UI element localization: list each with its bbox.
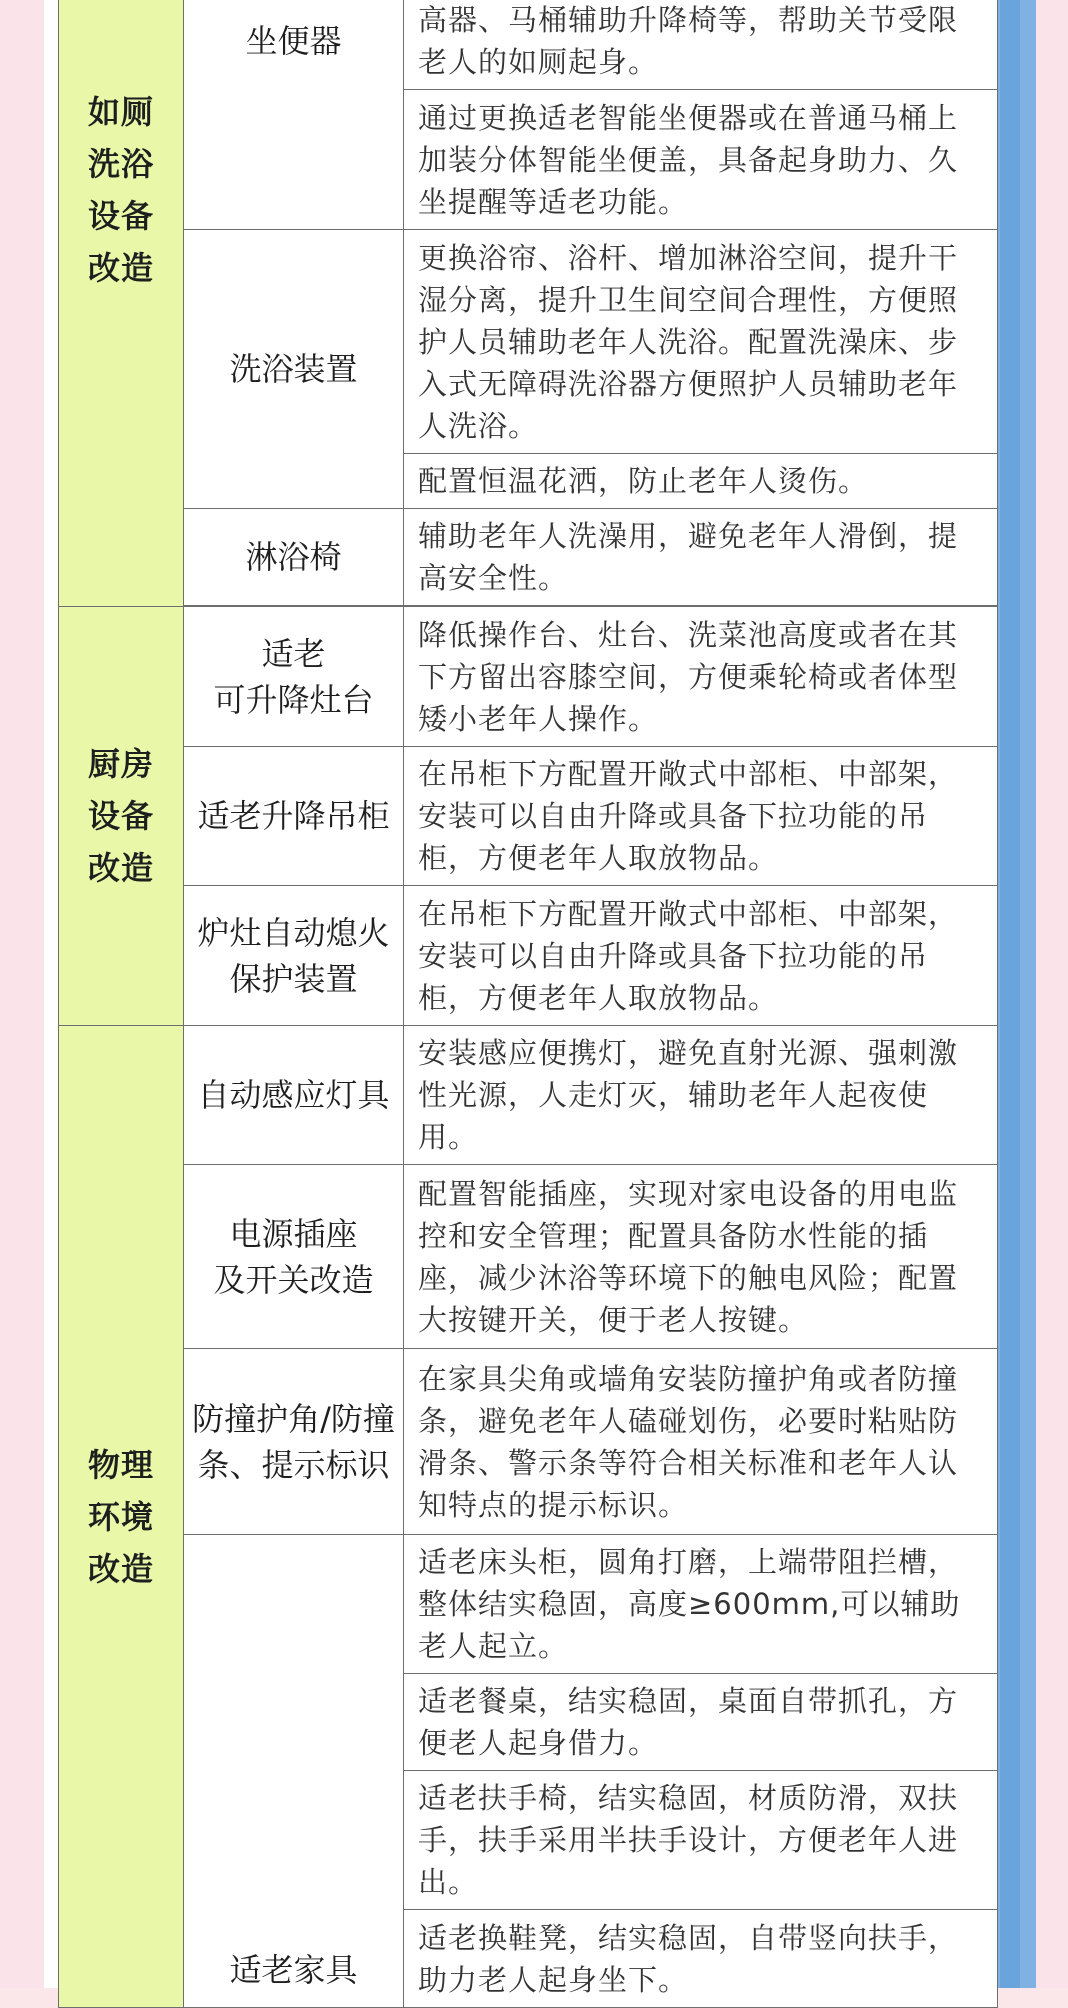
item-cell (184, 607, 404, 747)
item-label: 自动感应灯具 (197, 1076, 390, 1114)
item-label: 适老家具 (229, 1951, 358, 1989)
desc-cell: 在吊柜下方配置开敞式中部柜、中部架，安装可以自由升降或具备下拉功能的吊柜，方便老年人取放物品。 (404, 886, 998, 1026)
item-label: 坐便器 (245, 22, 342, 60)
renovation-table (58, 0, 998, 2008)
item-label: 电源插座 及开关改造 (213, 1214, 374, 1299)
desc-cell: 适老换鞋凳，结实稳固，自带竖向扶手，助力老人起身坐下。 (404, 1910, 998, 2008)
category-label: 物理 环境 改造 (87, 1445, 154, 1588)
item-label: 洗浴装置 (229, 350, 358, 388)
table-row (59, 1165, 998, 1349)
desc-cell: 适老扶手椅，结实稳固，材质防滑，双扶手，扶手采用半扶手设计，方便老年人进出。 (404, 1771, 998, 1910)
desc-cell: 配置恒温花洒，防止老年人烫伤。 (404, 454, 998, 509)
category-cell (59, 1026, 184, 2008)
desc-cell: 适老餐桌，结实稳固，桌面自带抓孔，方便老人起身借力。 (404, 1674, 998, 1771)
category-label: 如厕 洗浴 设备 改造 (87, 92, 154, 287)
item-label: 炉灶自动熄火 保护装置 (197, 913, 390, 998)
desc-cell: 在家具尖角或墙角安装防撞护角或者防撞条，避免老年人磕碰划伤，必要时粘贴防滑条、警示条等符合相关标准和老年人认知特点的提示标识。 (404, 1349, 998, 1535)
table-row (59, 509, 998, 606)
right-blue-bar (1000, 0, 1020, 1988)
table-row (59, 1026, 998, 1165)
item-cell (184, 0, 404, 230)
item-cell (184, 1026, 404, 1165)
item-cell (184, 886, 404, 1026)
table-row (59, 0, 998, 90)
item-cell (184, 1349, 404, 1535)
desc-cell: 适老床头柜，圆角打磨，上端带阻拦槽，整体结实稳固，高度≥600mm,可以辅助老人起立。 (404, 1535, 998, 1674)
item-cell (184, 747, 404, 886)
category-label: 厨房 设备 改造 (87, 745, 154, 887)
item-cell (184, 230, 404, 509)
desc-cell: 降低操作台、灶台、洗菜池高度或者在其下方留出容膝空间，方便乘轮椅或者体型矮小老年人操作。 (404, 607, 998, 747)
category-cell (59, 607, 184, 1026)
table-row (59, 1349, 998, 1535)
desc-cell: 在吊柜下方配置开敞式中部柜、中部架，安装可以自由升降或具备下拉功能的吊柜，方便老年人取放物品。 (404, 747, 998, 886)
item-cell (184, 1165, 404, 1349)
item-label: 淋浴椅 (245, 538, 342, 576)
table-row (59, 1535, 998, 1674)
item-label: 防撞护角/防撞 条、提示标识 (192, 1399, 395, 1484)
table-row (59, 747, 998, 886)
desc-cell: 通过更换适老智能坐便器或在普通马桶上加装分体智能坐便盖，具备起身助力、久坐提醒等适老功能。 (404, 90, 998, 230)
desc-cell: 安装感应便携灯，避免直射光源、强刺激性光源，人走灯灭，辅助老年人起夜使用。 (404, 1026, 998, 1165)
desc-cell: 辅助老年人洗澡用，避免老年人滑倒，提高安全性。 (404, 509, 998, 606)
table-row (59, 607, 998, 747)
item-cell (184, 509, 404, 606)
desc-cell: 更换浴帘、浴杆、增加淋浴空间，提升干湿分离，提升卫生间空间合理性，方便照护人员辅助老年人洗浴。配置洗澡床、步入式无障碍洗浴器方便照护人员辅助老年人洗浴。 (404, 230, 998, 454)
item-cell (184, 1535, 404, 2008)
table-row (59, 230, 998, 454)
category-cell (59, 0, 184, 607)
table-row (59, 886, 998, 1026)
desc-cell: 配置智能插座，实现对家电设备的用电监控和安全管理；配置具备防水性能的插座，减少沐浴等环境下的触电风险；配置大按键开关，便于老人按键。 (404, 1165, 998, 1349)
item-label: 适老升降吊柜 (197, 797, 390, 835)
desc-cell: 高器、马桶辅助升降椅等，帮助关节受限老人的如厕起身。 (404, 0, 998, 90)
item-label: 适老 可升降灶台 (213, 634, 374, 719)
